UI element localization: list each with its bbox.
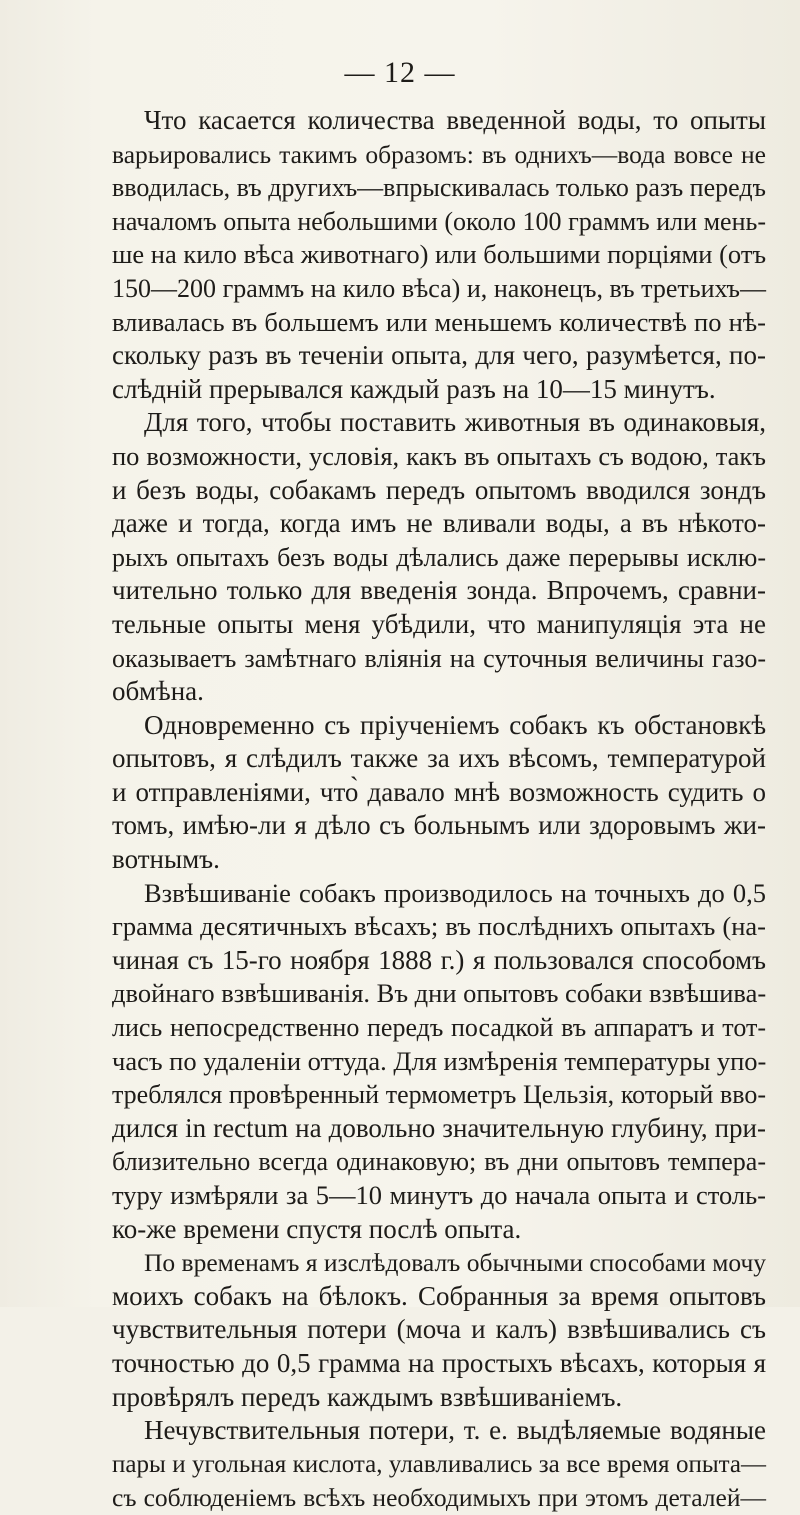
text-line: Одновременно съ пріученіемъ собакъ къ обстановкѣ xyxy=(144,709,766,740)
text-line: грамма десятичныхъ вѣсахъ; въ послѣднихъ опытахъ (на- xyxy=(112,911,766,942)
body-text xyxy=(112,104,766,1515)
text-line: Для того, чтобы поставить животныя въ одинаковыя, xyxy=(144,407,766,438)
text-line: Нечувствительныя потери, т. е. выдѣляемые водяные xyxy=(144,1415,766,1446)
text-line: томъ, имѣю-ли я дѣло съ больнымъ или здоровымъ жи- xyxy=(112,810,766,841)
text-line: тельные опыты меня убѣдили, что манипуляція эта не xyxy=(112,608,766,639)
text-line: чувствительныя потери (моча и калъ) взвѣшивались съ xyxy=(112,1314,766,1345)
text-line: моихъ собакъ на бѣлокъ. Собранныя за время опытовъ xyxy=(112,1280,766,1311)
text-line: точностью до 0,5 грамма на простыхъ вѣсахъ, которыя я xyxy=(112,1347,766,1378)
text-line: даже и тогда, когда имъ не вливали воды, а въ нѣкото- xyxy=(112,508,766,539)
text-line: Что касается количества введенной воды, то опыты xyxy=(144,105,766,135)
text-line: чительно только для введенія зонда. Впрочемъ, сравни- xyxy=(112,575,766,606)
text-line: вотнымъ. xyxy=(112,844,220,875)
text-line: провѣрялъ передъ каждымъ взвѣшиваніемъ. xyxy=(112,1381,623,1412)
text-line: туру измѣряли за 5—10 минутъ до начала опыта и столь- xyxy=(112,1180,766,1210)
text-line: ше на кило вѣса животнаго) или большими порціями (отъ xyxy=(112,239,767,270)
text-line: лись непосредственно передъ посадкой въ аппаратъ и тот- xyxy=(112,1013,766,1043)
text-line: 150—200 граммъ на кило вѣса) и, наконецъ, въ третьихъ— xyxy=(112,273,766,303)
text-line: обмѣна. xyxy=(112,676,204,707)
text-line: началомъ опыта небольшими (около 100 граммъ или мень- xyxy=(112,206,766,236)
text-line: пары и угольная кислота, улавливались за все время опыта— xyxy=(112,1450,766,1478)
text-line: и безъ воды, собакамъ передъ опытомъ вводился зондъ xyxy=(112,474,766,505)
text-line: дился in rectum на довольно значительную глубину, при- xyxy=(112,1112,766,1143)
text-line: опытовъ, я слѣдилъ также за ихъ вѣсомъ, температурой xyxy=(112,743,766,774)
text-line: съ соблюденіемъ всѣхъ необходимыхъ при этомъ деталей— xyxy=(112,1483,766,1513)
page-number: — 12 — xyxy=(344,56,456,89)
text-line: По временамъ я изслѣдовалъ обычными способами мочу xyxy=(144,1248,767,1278)
text-line: оказываетъ замѣтнаго вліянія на суточныя величины газо- xyxy=(112,643,766,673)
text-line: слѣдній прерывался каждый разъ на 10—15 минутъ. xyxy=(112,373,716,404)
text-line: скольку разъ въ теченіи опыта, для чего, разумѣется, по- xyxy=(112,340,766,371)
text-line: часъ по удаленіи оттуда. Для измѣренія температуры упо- xyxy=(112,1045,767,1076)
text-line: Взвѣшиваніе собакъ производилось на точныхъ до 0,5 xyxy=(144,877,766,908)
text-line: варьировались такимъ образомъ: въ однихъ—вода вовсе не xyxy=(112,139,766,169)
text-line: двойнаго взвѣшиванія. Въ дни опытовъ собаки взвѣшива- xyxy=(112,978,767,1009)
text-line: по возможности, условія, какъ въ опытахъ съ водою, такъ xyxy=(112,440,766,471)
text-line: и отправленіями, что̀ давало мнѣ возможность судить о xyxy=(112,776,766,807)
text-line: близительно всегда одинаковую; въ дни опытовъ темпера- xyxy=(112,1147,766,1177)
text-line: ко-же времени спустя послѣ опыта. xyxy=(112,1213,522,1244)
text-line: чиная съ 15-го ноября 1888 г.) я пользовался способомъ xyxy=(112,944,766,975)
text-line: вливалась въ большемъ или меньшемъ количествѣ по нѣ- xyxy=(112,306,766,337)
text-line: вводилась, въ другихъ—впрыскивалась только разъ передъ xyxy=(112,173,766,203)
text-line: треблялся провѣренный термометръ Цельзія, который вво- xyxy=(112,1080,766,1110)
text-line: рыхъ опытахъ безъ воды дѣлались даже перерывы исклю- xyxy=(112,542,766,572)
